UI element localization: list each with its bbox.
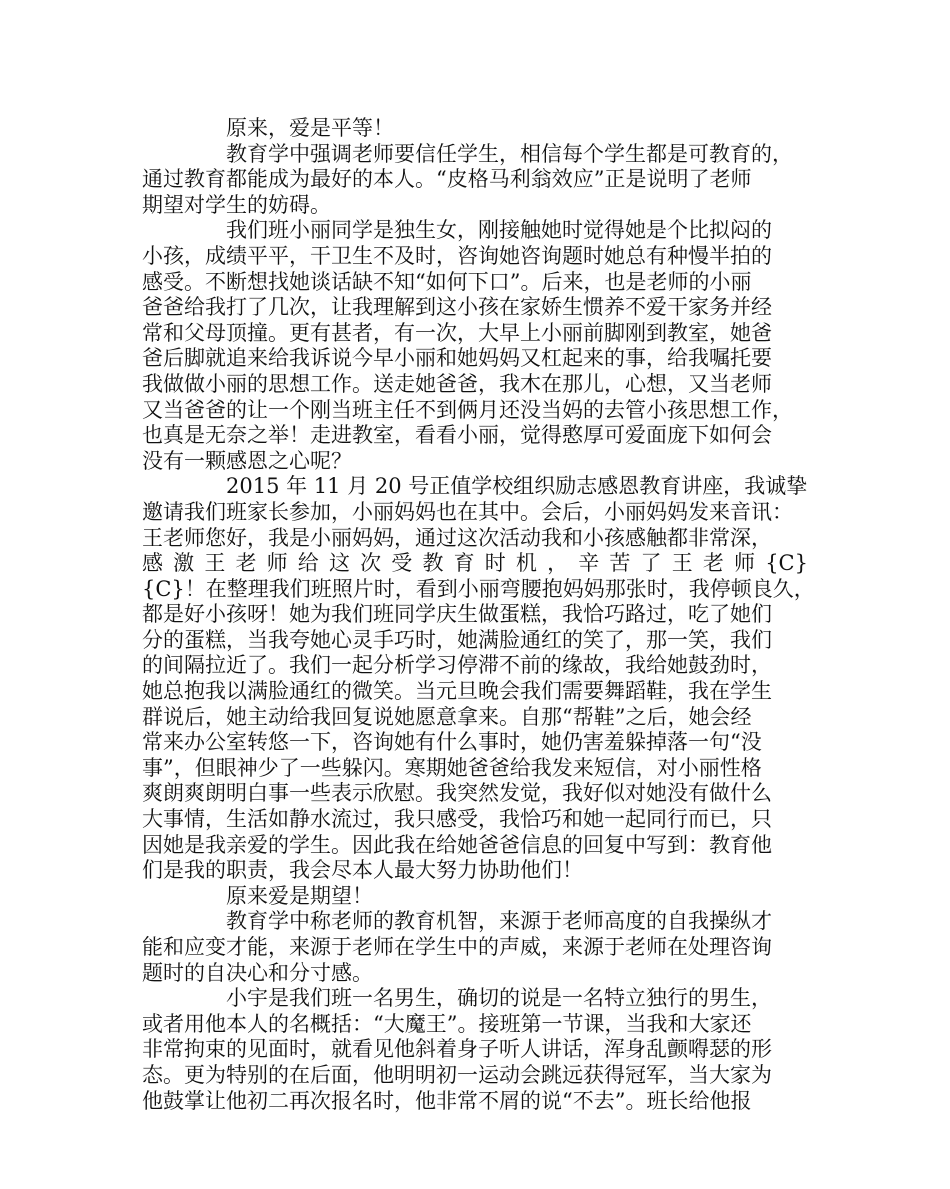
paragraph-line: 们是我的职责，我会尽本人最大努力协助他们！ [142, 858, 583, 883]
paragraph-line: 大事情，生活如静水流过，我只感受，我恰巧和她一起同行而已，只 [142, 807, 772, 832]
paragraph-line: 他鼓掌让他初二再次报名时，他非常不屑的说“不去”。班长给他报 [142, 1088, 752, 1113]
paragraph-line: 感激王老师给这次受教育时机，辛苦了王老师{C} [142, 551, 808, 576]
paragraph-line: 王老师您好，我是小丽妈妈，通过这次活动我和小孩感触都非常深， [142, 525, 772, 550]
paragraph-line: 邀请我们班家长参加，小丽妈妈也在其中。会后，小丽妈妈发来音讯： [142, 499, 793, 524]
paragraph-line: 常来办公室转悠一下，咨询她有什么事时，她仍害羞躲掉落一句“没 [142, 730, 762, 755]
paragraph-line: 常和父母顶撞。更有甚者，有一次，大早上小丽前脚刚到教室，她爸 [142, 320, 772, 345]
paragraph-line: 的间隔拉近了。我们一起分析学习停滞不前的缘故，我给她鼓劲时， [142, 653, 772, 678]
paragraph-line: {C}！在整理我们班照片时，看到小丽弯腰抱妈妈那张时，我停顿良久， [142, 576, 815, 601]
paragraph-line: 因她是我亲爱的学生。因此我在给她爸爸信息的回复中写到：教育他 [142, 832, 772, 857]
paragraph-line: 能和应变才能，来源于老师在学生中的声威，来源于老师在处理咨询 [142, 935, 772, 959]
paragraph-line: 感受。不断想找她谈话缺不知“如何下口”。后来，也是老师的小丽 [142, 269, 752, 294]
paragraph-line: 小宇是我们班一名男生，确切的说是一名特立独行的男生， [226, 986, 772, 1011]
document-page [142, 116, 815, 1114]
paragraph-line: 通过教育都能成为最好的本人。“皮格马利翁效应”正是说明了老师 [142, 167, 752, 192]
paragraph-line: 事”，但眼神少了一些躲闪。寒期她爸爸给我发来短信，对小丽性格 [142, 755, 762, 780]
paragraph-line: 爸爸给我打了几次，让我理解到这小孩在家娇生惯养不爱干家务并经 [142, 295, 772, 320]
paragraph-line: 她总抱我以满脸通红的微笑。当元旦晚会我们需要舞蹈鞋，我在学生 [142, 679, 772, 704]
paragraph-line: 期望对学生的妨碍。 [142, 192, 331, 217]
paragraph-line: 我们班小丽同学是独生女，刚接触她时觉得她是个比拟闷的 [226, 218, 772, 243]
paragraph-line: 爸后脚就追来给我诉说今早小丽和她妈妈又杠起来的事，给我嘱托要 [142, 346, 772, 371]
paragraph-line: 教育学中称老师的教育机智，来源于老师高度的自我操纵才 [226, 909, 772, 934]
paragraph-line: 教育学中强调老师要信任学生，相信每个学生都是可教育的， [226, 141, 793, 166]
paragraph-line: 非常拘束的见面时，就看见他斜着身子听人讲话，浑身乱颤嘚瑟的形 [142, 1037, 772, 1062]
paragraph-line: 爽朗爽朗明白事一些表示欣慰。我突然发觉，我好似对她没有做什么 [142, 781, 772, 806]
paragraph-line: 题时的自决心和分寸感。 [142, 960, 373, 985]
paragraph-line: 没有一颗感恩之心呢？ [142, 448, 352, 473]
paragraph-line: 或者用他本人的名概括：“大魔王”。接班第一节课，当我和大家还 [142, 1011, 752, 1036]
paragraph-line: 群说后，她主动给我回复说她愿意拿来。自那“帮鞋”之后，她会经 [142, 704, 752, 729]
paragraph-line: 小孩，成绩平平，干卫生不及时，咨询她咨询题时她总有种慢半拍的 [142, 243, 772, 268]
paragraph-line: 分的蛋糕，当我夸她心灵手巧时，她满脸通红的笑了，那一笑，我们 [142, 627, 772, 652]
paragraph-line: 也真是无奈之举！走进教室，看看小丽，觉得憨厚可爱面庞下如何会 [142, 423, 772, 448]
section-heading-equality: 原来，爱是平等！ [226, 116, 394, 140]
paragraph-line: 我做做小丽的思想工作。送走她爸爸，我木在那儿，心想，又当老师 [142, 371, 772, 396]
paragraph-line: 又当爸爸的让一个刚当班主任不到俩月还没当妈的去管小孩思想工作， [142, 397, 793, 422]
paragraph-line: 态。更为特别的在后面，他明明初一运动会跳远获得冠军，当大家为 [142, 1062, 772, 1087]
paragraph-line: 都是好小孩呀！她为我们班同学庆生做蛋糕，我恰巧路过，吃了她们 [142, 602, 772, 627]
section-heading-hope: 原来爱是期望！ [226, 883, 373, 908]
paragraph-line: 2015 年 11 月 20 号正值学校组织励志感恩教育讲座，我诚挚 [226, 474, 808, 499]
